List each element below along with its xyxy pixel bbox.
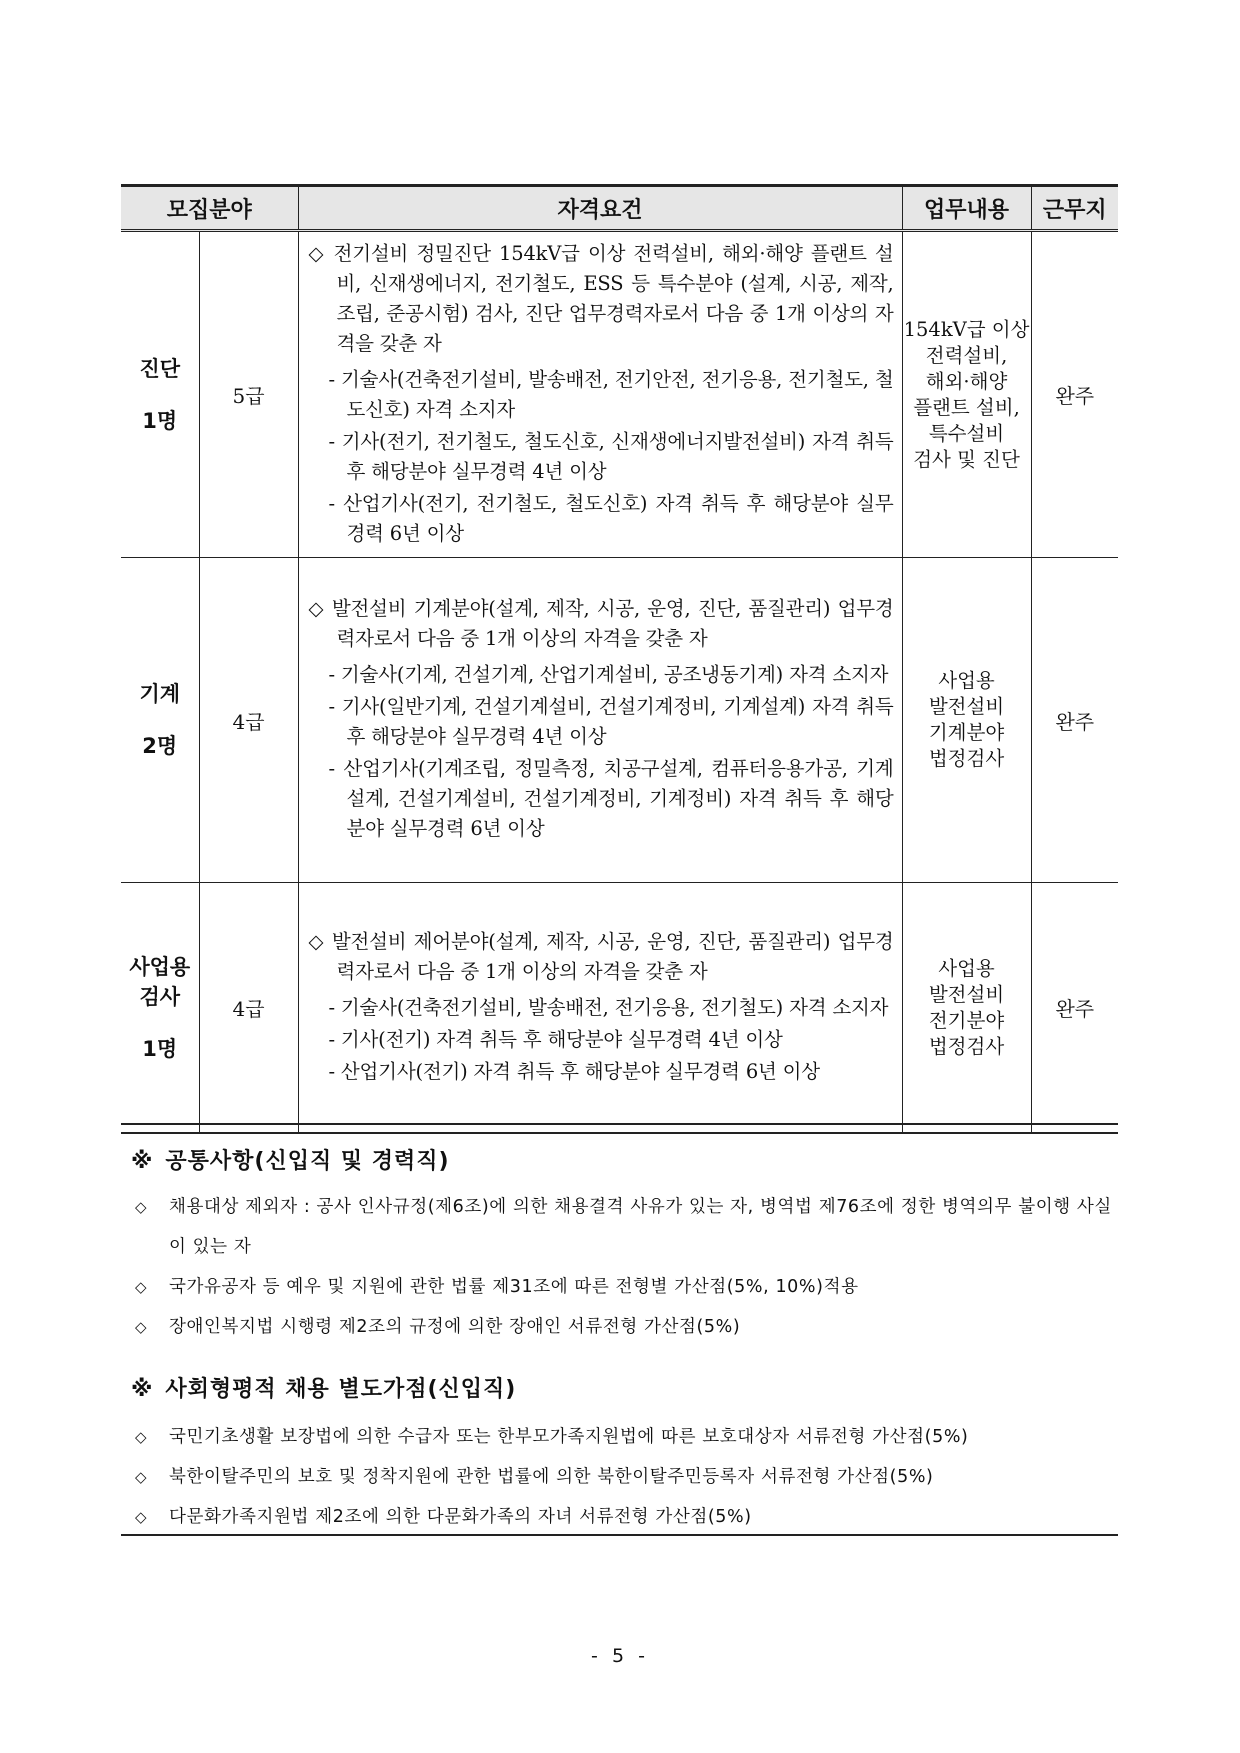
headcount: 1명	[142, 1036, 178, 1061]
qualification-item: - 산업기사(전기, 전기철도, 철도신호) 자격 취득 후 해당분야 실무경력 6년 이상	[328, 491, 894, 545]
headcount: 2명	[142, 734, 178, 758]
category-cell	[121, 231, 199, 558]
table-row	[121, 883, 1118, 1134]
list-item	[121, 1187, 1118, 1267]
duty-line: 해외·해양	[925, 369, 1008, 393]
diamond-bullet-icon: ◇	[135, 1318, 148, 1336]
duty-cell	[902, 231, 1031, 558]
common-title-text: 공통사항(신입직 및 경력직)	[165, 1149, 450, 1174]
duty-line: 전력설비,	[925, 343, 1008, 367]
duty-line: 154kV급 이상	[903, 317, 1030, 341]
qualification-item: - 산업기사(기계조립, 정밀측정, 치공구설계, 컴퓨터응용가공, 기계설계, 건설기계설비, 건설기계정비, 기계정비) 자격 취득 후 해당분야 실무경력 6년 이상	[328, 757, 894, 840]
diamond-bullet-icon: ◇	[135, 1508, 148, 1526]
duty-line: 발전설비	[928, 695, 1005, 718]
list-item-text: 장애인복지법 시행령 제2조의 규정에 의한 장애인 서류전형 가산점(5%)	[169, 1317, 741, 1337]
duty-line: 법정검사	[928, 747, 1005, 770]
social-title-text: 사회형평적 채용 별도가점(신입직)	[165, 1377, 517, 1402]
list-item	[121, 1497, 1118, 1537]
common-section-title	[131, 1144, 1118, 1175]
duty-line: 사업용	[938, 669, 995, 692]
duty-line: 기계분야	[928, 721, 1005, 744]
diamond-bullet-icon: ◇	[135, 1198, 148, 1216]
common-section	[121, 1144, 1118, 1347]
list-item	[121, 1417, 1118, 1457]
qualification-intro: ◇ 발전설비 기계분야(설계, 제작, 시공, 운영, 진단, 품질관리) 업무경력자로서 다음 중 1개 이상의 자격을 갖춘 자	[308, 597, 894, 650]
list-item-text: 북한이탈주민의 보호 및 정착지원에 관한 법률에 의한 북한이탈주민등록자 서류전형 가산점(5%)	[169, 1467, 934, 1487]
duty-cell	[902, 883, 1031, 1134]
common-list	[121, 1187, 1118, 1347]
diamond-bullet-icon: ◇	[135, 1278, 148, 1296]
header-qualification: 자격요건	[298, 186, 902, 231]
list-item	[121, 1267, 1118, 1307]
reference-mark-icon: ※	[131, 1377, 154, 1402]
table-row	[121, 231, 1118, 558]
qualification-cell	[298, 883, 902, 1134]
qualification-item: - 기술사(기계, 건설기계, 산업기계설비, 공조냉동기계) 자격 소지자	[328, 663, 889, 686]
page-number: - 5 -	[591, 1645, 649, 1667]
grade-cell: 4급	[199, 558, 298, 883]
header-duty: 업무내용	[902, 186, 1031, 231]
list-item-text: 국민기초생활 보장법에 의한 수급자 또는 한부모가족지원법에 따른 보호대상자 서류전형 가산점(5%)	[169, 1427, 969, 1447]
qualification-item: - 산업기사(전기) 자격 취득 후 해당분야 실무경력 6년 이상	[328, 1059, 820, 1083]
category-name: 진단	[139, 356, 181, 381]
list-item-text: 채용대상 제외자 : 공사 인사규정(제6조)에 의한 채용결격 사유가 있는 자, 병역법 제76조에 정한 병역의무 불이행 사실이 있는 자	[169, 1197, 1112, 1257]
header-location: 근무지	[1031, 186, 1118, 231]
list-item	[121, 1457, 1118, 1497]
qualification-item: - 기술사(건축전기설비, 발송배전, 전기안전, 전기응용, 전기철도, 철도신호) 자격 소지자	[328, 367, 894, 421]
reference-mark-icon: ※	[131, 1149, 154, 1174]
duty-line: 사업용	[938, 956, 995, 980]
list-item-text: 다문화가족지원법 제2조에 의한 다문화가족의 자녀 서류전형 가산점(5%)	[169, 1507, 752, 1527]
duty-line: 법정검사	[928, 1034, 1005, 1058]
qualification-item: - 기사(전기, 전기철도, 철도신호, 신재생에너지발전설비) 자격 취득후 해당분야 실무경력 4년 이상	[328, 429, 894, 483]
header-field: 모집분야	[121, 186, 298, 231]
qualification-cell	[298, 558, 902, 883]
table-header-row	[121, 186, 1118, 231]
qualification-intro: ◇ 발전설비 제어분야(설계, 제작, 시공, 운영, 진단, 품질관리) 업무경력자로서 다음 중 1개 이상의 자격을 갖춘 자	[308, 929, 894, 983]
qualification-item: - 기술사(건축전기설비, 발송배전, 전기응용, 전기철도) 자격 소지자	[328, 995, 889, 1019]
social-section	[121, 1372, 1118, 1537]
recruitment-table	[121, 184, 1118, 1134]
category-name-line2: 검사	[139, 984, 181, 1009]
duty-line: 플랜트 설비,	[913, 395, 1020, 419]
location-cell: 완주	[1031, 231, 1118, 558]
location-cell: 완주	[1031, 883, 1118, 1134]
duty-line: 검사 및 진단	[913, 447, 1020, 471]
table-row	[121, 558, 1118, 883]
category-name: 기계	[139, 682, 181, 706]
social-section-title	[131, 1372, 1118, 1403]
category-name-line1: 사업용	[129, 954, 191, 979]
qualification-item: - 기사(전기) 자격 취득 후 해당분야 실무경력 4년 이상	[328, 1027, 783, 1051]
qualification-cell	[298, 231, 902, 558]
list-item-text: 국가유공자 등 예우 및 지원에 관한 법률 제31조에 따른 전형별 가산점(5%, 10%)적용	[169, 1277, 859, 1297]
duty-line: 특수설비	[928, 421, 1005, 445]
duty-cell	[902, 558, 1031, 883]
duty-line: 전기분야	[928, 1008, 1005, 1032]
list-item	[121, 1307, 1118, 1347]
social-list	[121, 1417, 1118, 1537]
qualification-item: - 기사(일반기계, 건설기계설비, 건설기계정비, 기계설계) 자격 취득 후 해당분야 실무경력 4년 이상	[328, 695, 894, 748]
grade-cell: 4급	[199, 883, 298, 1134]
diamond-bullet-icon: ◇	[135, 1428, 148, 1446]
divider	[121, 1534, 1118, 1536]
notes-box	[121, 1123, 1118, 1534]
location-cell: 완주	[1031, 558, 1118, 883]
duty-line: 발전설비	[928, 982, 1005, 1006]
headcount: 1명	[142, 408, 178, 433]
grade-cell: 5급	[199, 231, 298, 558]
qualification-intro: ◇ 전기설비 정밀진단 154kV급 이상 전력설비, 해외·해양 플랜트 설비, 신재생에너지, 전기철도, ESS 등 특수분야 (설계, 시공, 제작, 조립, 준공시험) 검사, 진단 업무경력자로서 다음 중 1개 이상의 자격을 갖춘 자	[308, 241, 894, 355]
category-cell	[121, 558, 199, 883]
category-cell	[121, 883, 199, 1134]
diamond-bullet-icon: ◇	[135, 1468, 148, 1486]
